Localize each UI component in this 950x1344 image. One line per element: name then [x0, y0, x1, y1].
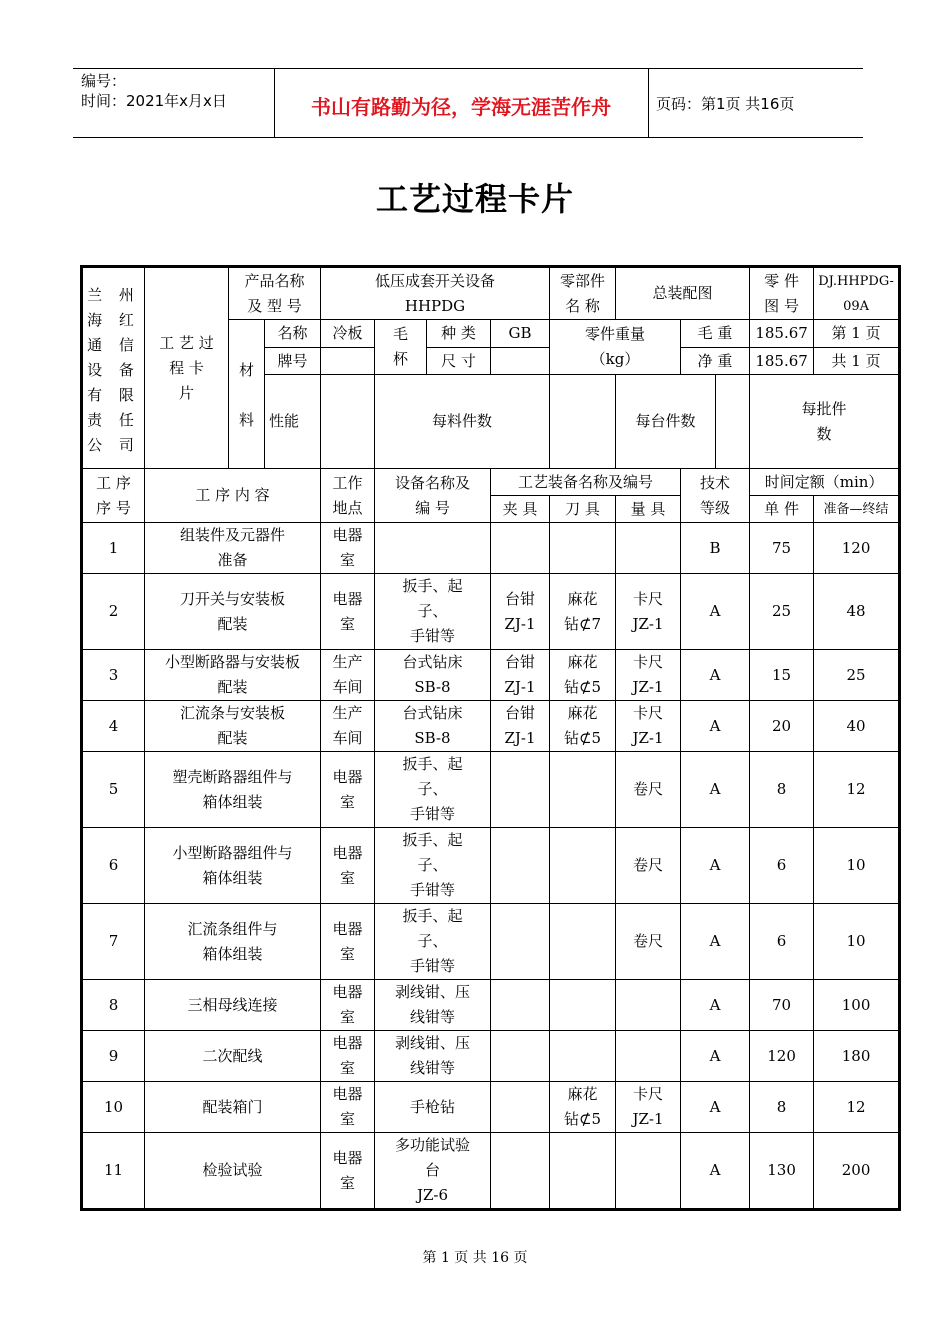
row-unit-time: 70 [750, 980, 814, 1031]
row-location: 生产 车间 [321, 650, 375, 701]
row-fixture [491, 523, 550, 574]
row-prep-time: 40 [814, 701, 899, 752]
document-number-label: 编号： [81, 72, 127, 90]
table-row [83, 904, 899, 980]
row-gauge: 卡尺 JZ-1 [616, 701, 681, 752]
row-seq: 8 [83, 980, 145, 1031]
column-fixture: 夹 具 [491, 496, 550, 523]
row-cutter: 麻花 钻⊄7 [550, 574, 616, 650]
row-fixture: 台钳 ZJ-1 [491, 574, 550, 650]
row-gauge: 卷尺 [616, 828, 681, 904]
row-gauge: 卷尺 [616, 904, 681, 980]
header-band [73, 68, 863, 138]
row-cutter: 麻花 钻⊄5 [550, 701, 616, 752]
row-unit-time: 20 [750, 701, 814, 752]
column-seq: 工 序 序 号 [83, 469, 145, 523]
row-seq: 9 [83, 1031, 145, 1082]
per-material-label: 每料件数 [375, 375, 550, 469]
row-skill: A [681, 904, 750, 980]
row-gauge: 卷尺 [616, 752, 681, 828]
row-seq: 4 [83, 701, 145, 752]
company-name: 兰 州 海 红 通 信 设 备 有 限 责 任 公 司 [83, 268, 145, 469]
table-row [83, 828, 899, 904]
row-unit-time: 130 [750, 1133, 814, 1209]
row-unit-time: 8 [750, 1082, 814, 1133]
row-unit-time: 25 [750, 574, 814, 650]
name-value: 冷板 [321, 320, 375, 348]
page-number: 第 1 页 [814, 320, 899, 348]
table-row [83, 701, 899, 752]
row-unit-time: 15 [750, 650, 814, 701]
row-cutter [550, 828, 616, 904]
row-seq: 10 [83, 1082, 145, 1133]
total-pages: 共 1 页 [814, 348, 899, 375]
row-equipment: 扳手、起 子、 手钳等 [375, 752, 491, 828]
table-row [83, 1082, 899, 1133]
column-unit-time: 单 件 [750, 496, 814, 523]
row-unit-time: 8 [750, 752, 814, 828]
row-equipment: 剥线钳、压 线钳等 [375, 980, 491, 1031]
net-weight-label: 净 重 [681, 348, 750, 375]
row-seq: 3 [83, 650, 145, 701]
type-value: GB [491, 320, 550, 348]
row-cutter [550, 752, 616, 828]
net-weight-value: 185.67 [750, 348, 814, 375]
per-unit-value [716, 375, 750, 469]
column-gauge: 量 具 [616, 496, 681, 523]
row-cutter [550, 980, 616, 1031]
row-gauge [616, 1133, 681, 1209]
per-material-value [550, 375, 616, 469]
row-prep-time: 12 [814, 1082, 899, 1133]
row-equipment: 扳手、起 子、 手钳等 [375, 904, 491, 980]
row-content: 刀开关与安装板 配装 [145, 574, 321, 650]
row-gauge: 卡尺 JZ-1 [616, 1082, 681, 1133]
row-location: 电器 室 [321, 1031, 375, 1082]
row-equipment: 台式钻床 SB-8 [375, 650, 491, 701]
row-unit-time: 6 [750, 904, 814, 980]
row-location: 电器 室 [321, 523, 375, 574]
column-prep-time: 准备—终结 [814, 496, 899, 523]
row-equipment: 多功能试验 台 JZ-6 [375, 1133, 491, 1209]
row-location: 电器 室 [321, 980, 375, 1031]
row-seq: 7 [83, 904, 145, 980]
column-content: 工 序 内 容 [145, 469, 321, 523]
type-label: 种 类 [427, 320, 491, 348]
row-skill: A [681, 1082, 750, 1133]
drawing-label: 零 件 图 号 [750, 268, 814, 320]
row-equipment [375, 523, 491, 574]
row-skill: A [681, 980, 750, 1031]
row-cutter [550, 1031, 616, 1082]
performance-label: 性能 [265, 375, 321, 469]
row-equipment: 扳手、起 子、 手钳等 [375, 574, 491, 650]
name-label: 名称 [265, 320, 321, 348]
row-content: 检验试验 [145, 1133, 321, 1209]
table-row [83, 752, 899, 828]
row-prep-time: 120 [814, 523, 899, 574]
row-content: 配装箱门 [145, 1082, 321, 1133]
row-prep-time: 180 [814, 1031, 899, 1082]
product-label: 产品名称 及 型 号 [229, 268, 321, 320]
row-cutter [550, 523, 616, 574]
performance-value [321, 375, 375, 469]
table-row [83, 1133, 899, 1209]
gross-weight-label: 毛 重 [681, 320, 750, 348]
size-value [491, 348, 550, 375]
row-prep-time: 100 [814, 980, 899, 1031]
row-fixture [491, 1082, 550, 1133]
page-footer: 第 1 页 共 16 页 [422, 1250, 528, 1266]
column-time: 时间定额（min） [750, 469, 899, 496]
row-prep-time: 48 [814, 574, 899, 650]
row-equipment: 扳手、起 子、 手钳等 [375, 828, 491, 904]
row-prep-time: 10 [814, 904, 899, 980]
row-location: 电器 室 [321, 904, 375, 980]
table-row [83, 980, 899, 1031]
grade-label: 牌号 [265, 348, 321, 375]
table-row [83, 574, 899, 650]
process-rows [83, 523, 899, 1209]
row-gauge [616, 1031, 681, 1082]
header-meta [81, 71, 227, 111]
row-equipment: 手枪钻 [375, 1082, 491, 1133]
page-title: 工艺过程卡片 [375, 180, 574, 218]
row-fixture [491, 752, 550, 828]
process-card-table [82, 267, 899, 1209]
row-prep-time: 25 [814, 650, 899, 701]
row-fixture [491, 828, 550, 904]
row-location: 电器 室 [321, 574, 375, 650]
row-seq: 6 [83, 828, 145, 904]
grade-value [321, 348, 375, 375]
row-skill: A [681, 650, 750, 701]
row-seq: 2 [83, 574, 145, 650]
row-cutter: 麻花 钻⊄5 [550, 650, 616, 701]
card-name: 工 艺 过 程 卡 片 [145, 268, 229, 469]
row-content: 汇流条组件与 箱体组装 [145, 904, 321, 980]
row-unit-time: 75 [750, 523, 814, 574]
table-row [83, 650, 899, 701]
row-location: 电器 室 [321, 752, 375, 828]
row-fixture: 台钳 ZJ-1 [491, 701, 550, 752]
size-label: 尺 寸 [427, 348, 491, 375]
row-skill: A [681, 701, 750, 752]
row-location: 生产 车间 [321, 701, 375, 752]
product-value: 低压成套开关设备 HHPDG [321, 268, 550, 320]
row-location: 电器 室 [321, 1082, 375, 1133]
gross-weight-value: 185.67 [750, 320, 814, 348]
column-skill: 技术 等级 [681, 469, 750, 523]
row-location: 电器 室 [321, 1133, 375, 1209]
row-fixture [491, 980, 550, 1031]
material-label: 材 料 [229, 320, 265, 469]
row-skill: B [681, 523, 750, 574]
row-content: 二次配线 [145, 1031, 321, 1082]
row-equipment: 剥线钳、压 线钳等 [375, 1031, 491, 1082]
row-unit-time: 6 [750, 828, 814, 904]
row-fixture [491, 904, 550, 980]
column-cutter: 刀 具 [550, 496, 616, 523]
row-seq: 5 [83, 752, 145, 828]
row-cutter: 麻花 钻⊄5 [550, 1082, 616, 1133]
row-fixture [491, 1133, 550, 1209]
header-divider [648, 69, 649, 137]
row-cutter [550, 1133, 616, 1209]
column-location: 工作 地点 [321, 469, 375, 523]
row-skill: A [681, 828, 750, 904]
row-gauge: 卡尺 JZ-1 [616, 574, 681, 650]
per-unit-label: 每台件数 [616, 375, 716, 469]
column-equipment: 设备名称及 编 号 [375, 469, 491, 523]
row-gauge [616, 980, 681, 1031]
header-motto: 书山有路勤为径，学海无涯苦作舟 [311, 95, 611, 119]
row-fixture [491, 1031, 550, 1082]
row-unit-time: 120 [750, 1031, 814, 1082]
row-prep-time: 10 [814, 828, 899, 904]
part-weight-label: 零件重量 （kg） [550, 320, 681, 375]
part-label: 零部件 名 称 [550, 268, 616, 320]
row-seq: 11 [83, 1133, 145, 1209]
row-skill: A [681, 1133, 750, 1209]
blank-label: 毛 杯 [375, 320, 427, 375]
column-tooling: 工艺装备名称及编号 [491, 469, 681, 496]
table-row [83, 1031, 899, 1082]
row-prep-time: 12 [814, 752, 899, 828]
header-page-label: 页码：第1页 共16页 [656, 95, 795, 113]
drawing-value: DJ.HHPDG-09A [814, 268, 899, 320]
row-content: 小型断路器组件与 箱体组装 [145, 828, 321, 904]
row-skill: A [681, 574, 750, 650]
row-fixture: 台钳 ZJ-1 [491, 650, 550, 701]
row-location: 电器 室 [321, 828, 375, 904]
row-content: 小型断路器与安装板 配装 [145, 650, 321, 701]
row-seq: 1 [83, 523, 145, 574]
row-content: 组装件及元器件 准备 [145, 523, 321, 574]
row-content: 塑壳断路器组件与 箱体组装 [145, 752, 321, 828]
row-skill: A [681, 752, 750, 828]
row-prep-time: 200 [814, 1133, 899, 1209]
row-content: 汇流条与安装板 配装 [145, 701, 321, 752]
row-skill: A [681, 1031, 750, 1082]
table-row [83, 523, 899, 574]
row-cutter [550, 904, 616, 980]
per-batch-label: 每批件 数 [750, 375, 899, 469]
part-value: 总装配图 [616, 268, 750, 320]
row-content: 三相母线连接 [145, 980, 321, 1031]
row-gauge: 卡尺 JZ-1 [616, 650, 681, 701]
row-equipment: 台式钻床 SB-8 [375, 701, 491, 752]
document-time-label: 时间：2021年x月x日 [81, 92, 227, 110]
row-gauge [616, 523, 681, 574]
